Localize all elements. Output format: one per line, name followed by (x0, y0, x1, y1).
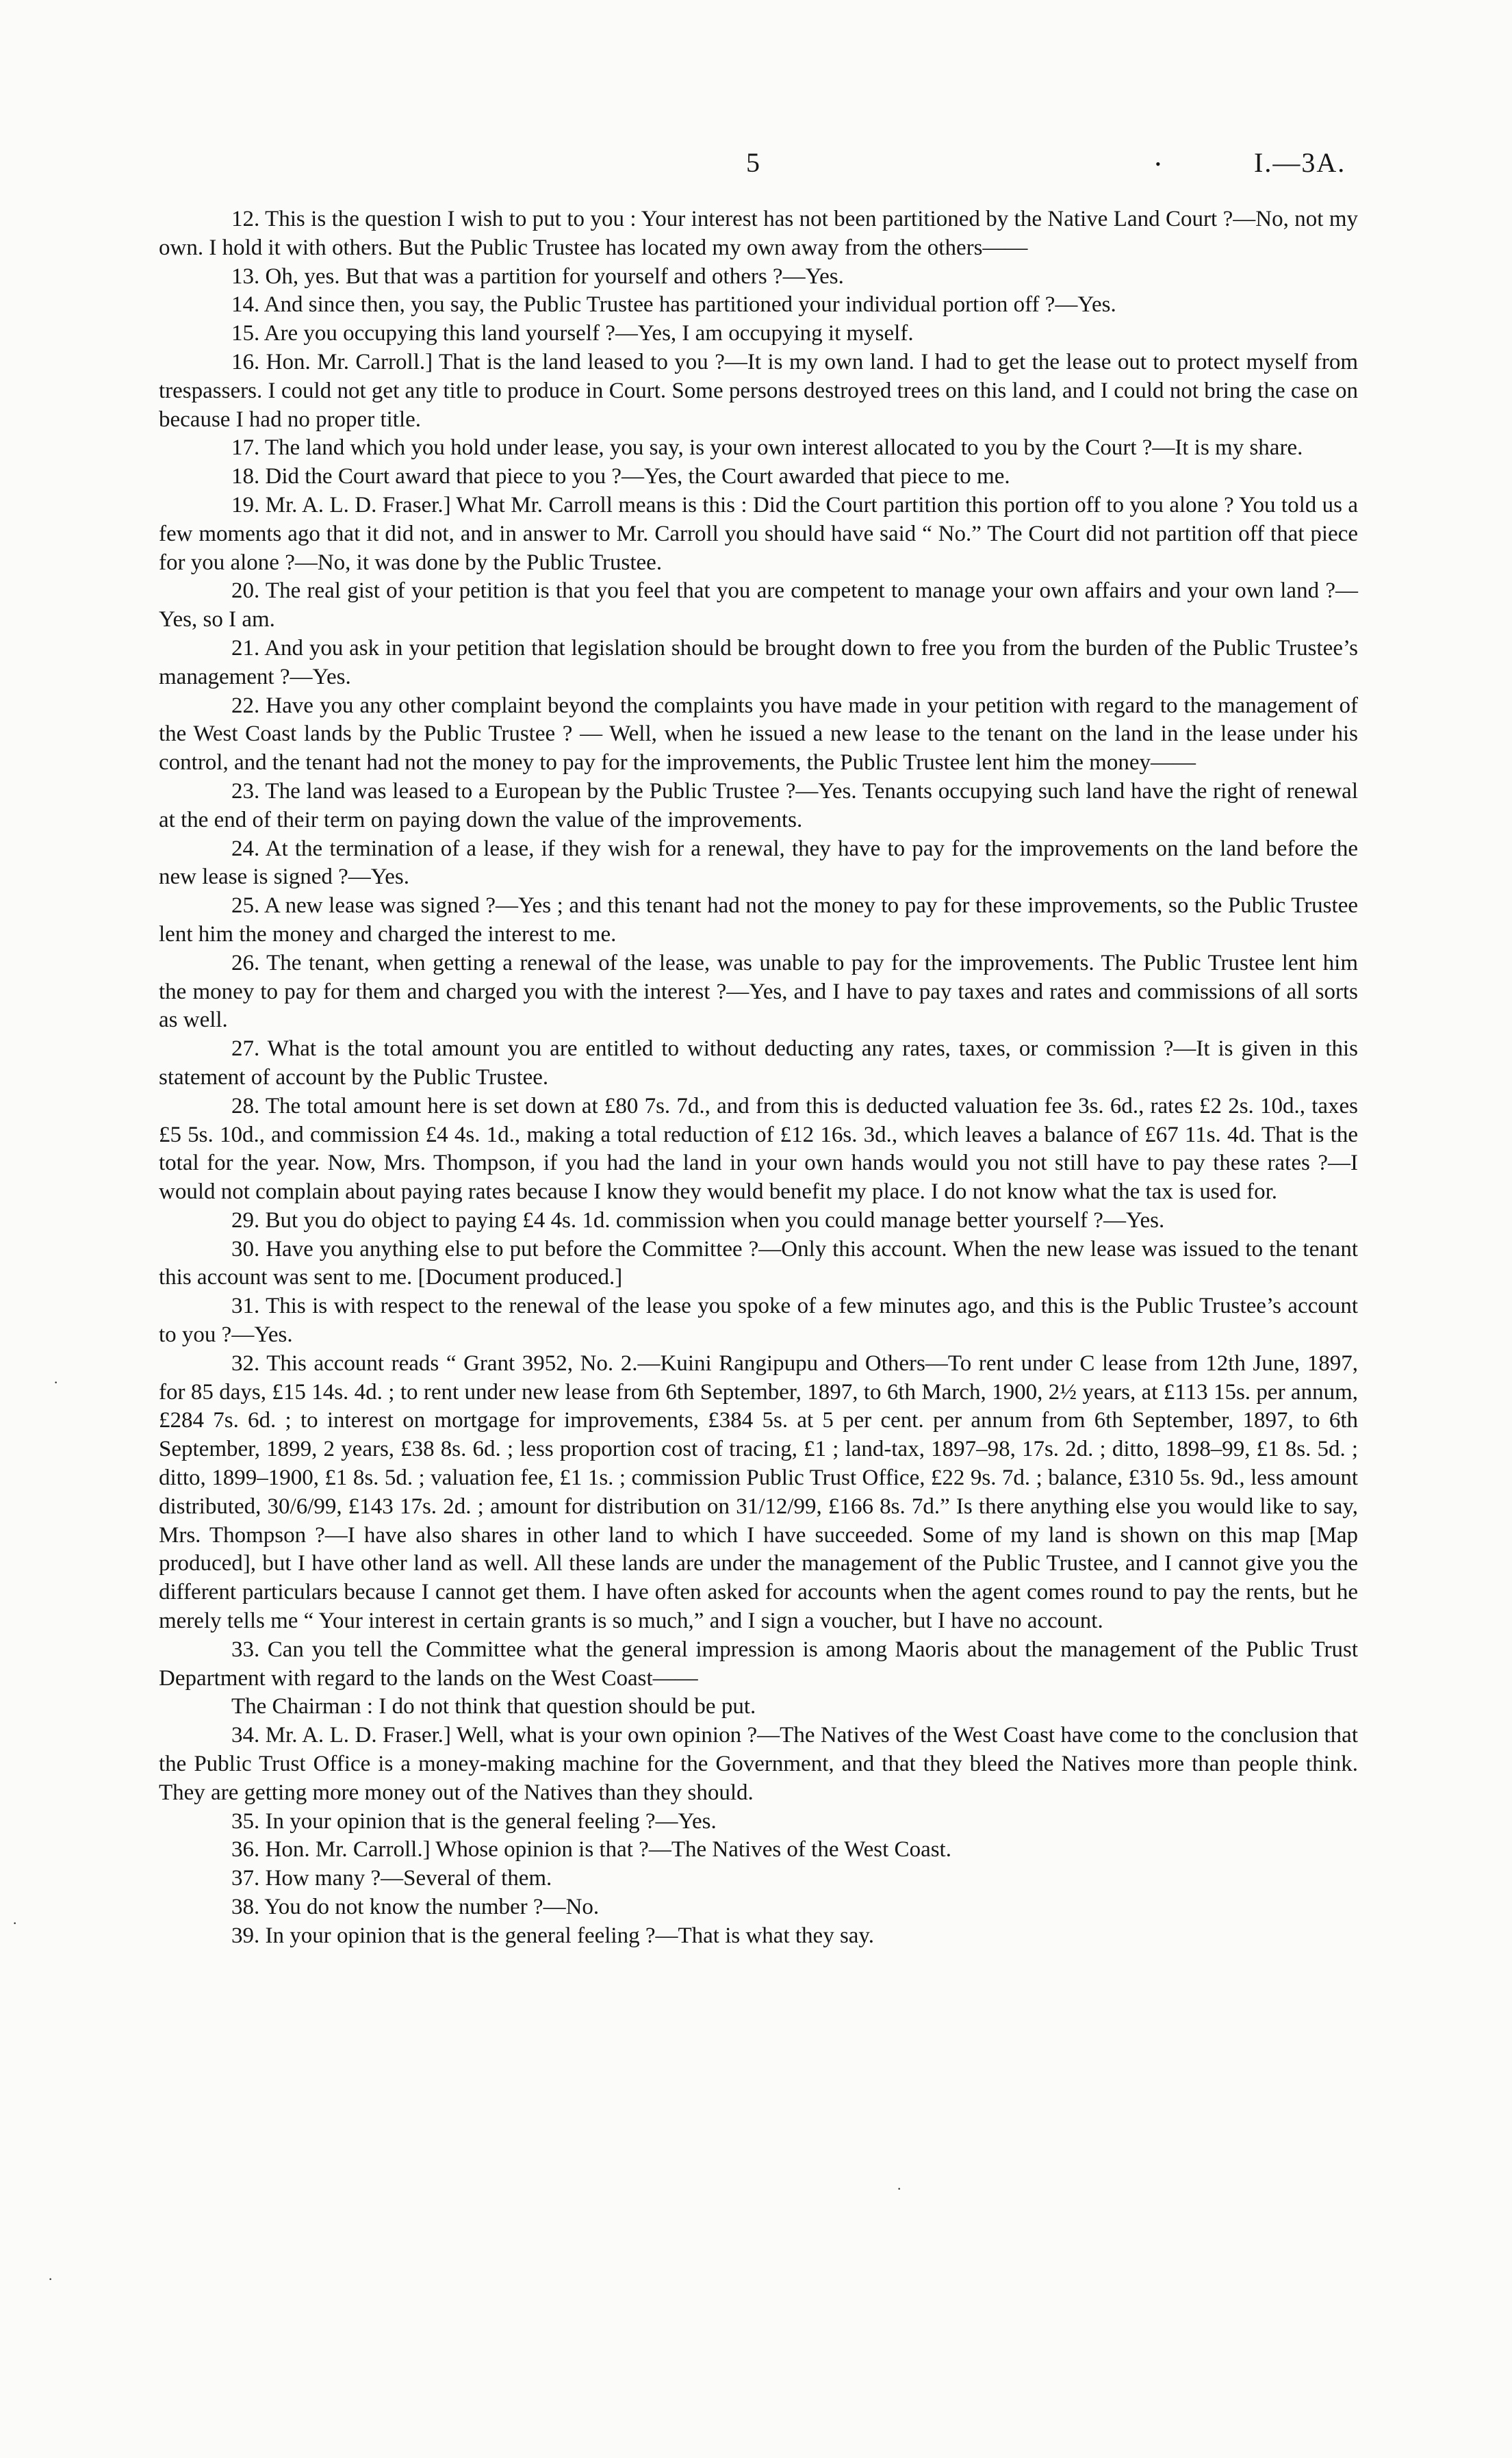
paragraph-37: 37. How many ?—Several of them. (231, 1866, 552, 1891)
paragraph-36: 36. Hon. Mr. Carroll.] Whose opinion is that ?—The Natives of the West Coast. (231, 1837, 951, 1862)
scan-speck: · (12, 1915, 18, 1932)
paragraph-12: 12. This is the question I wish to put to you : Your interest has not been partitioned by the Native Land Court ?—No, not my own. I hold it with others. But the Public Trustee has located my own away from the others—— (159, 207, 1358, 260)
paragraph-35: 35. In your opinion that is the general feeling ?—Yes. (231, 1808, 717, 1834)
paragraph-28: 28. The total amount here is set down at £80 7s. 7d., and from this is deducted valuation fee 3s. 6d., rates £2 2s. 10d., taxes £5 5s. 10d., and commission £4 4s. 1d., making a total reduction of £12 16s. 3d., which leaves a balance of £67 11s. 4d. That is the total for the year. Now, Mrs. Thompson, if you had the land in your own hands would you not still have to pay these rates ?—I would not complain about paying rates because I know they would benefit my place. I do not know what the tax is used for. (159, 1093, 1358, 1205)
paragraph-18: 18. Did the Court award that piece to you ?—Yes, the Court awarded that piece to me. (231, 464, 1010, 489)
paragraph-39: 39. In your opinion that is the general feeling ?—That is what they say. (231, 1923, 875, 1948)
paragraph-34: 34. Mr. A. L. D. Fraser.] Well, what is your own opinion ?—The Natives of the West Coast have come to the conclusion that the Public Trust Office is a money-making machine for the Government, and that they bleed the Natives more than people think. They are getting more money out of the Natives than they should. (159, 1723, 1358, 1805)
paragraph-22: 22. Have you any other complaint beyond the complaints you have made in your petition with regard to the management of the West Coast lands by the Public Trustee ? — Well, when he issued a new lease to the tenant on the land in the lease under his control, and the tenant had not the money to pay for the improvements, the Public Trustee lent him the money—— (159, 693, 1358, 776)
header-dot: • (1155, 155, 1161, 172)
paragraph-38: 38. You do not know the number ?—No. (231, 1895, 600, 1920)
paragraph-30: 30. Have you anything else to put before the Committee ?—Only this account. When the new lease was issued to the tenant this account was sent to me. [Document produced.] (159, 1236, 1358, 1290)
body-text (159, 205, 1358, 1951)
paragraph-29: 29. But you do object to paying £4 4s. 1d. commission when you could manage better yourself ?—Yes. (231, 1207, 1165, 1233)
paragraph-16: 16. Hon. Mr. Carroll.] That is the land leased to you ?—It is my own land. I had to get the lease out to protect myself from trespassers. I could not get any title to produce in Court. Some persons destroyed trees on this land, and I could not bring the case on because I had no proper title. (159, 349, 1358, 432)
paragraph-20: 20. The real gist of your petition is that you feel that you are competent to manage your own affairs and your own land ?—Yes, so I am. (159, 578, 1358, 632)
paragraph-15: 15. Are you occupying this land yourself ?—Yes, I am occupying it myself. (231, 321, 914, 346)
paragraph-33: 33. Can you tell the Committee what the general impression is among Maoris about the management of the Public Trust Department with regard to the lands on the West Coast—— (159, 1637, 1358, 1691)
paragraph-25: 25. A new lease was signed ?—Yes ; and this tenant had not the money to pay for these improvements, so the Public Trustee lent him the money and charged the interest to me. (159, 893, 1358, 947)
chairman-remark: The Chairman : I do not think that question should be put. (231, 1694, 756, 1719)
scan-speck: · (53, 1374, 59, 1391)
paragraph-19: 19. Mr. A. L. D. Fraser.] What Mr. Carroll means is this : Did the Court partition this portion off to you alone ? You told us a few moments ago that it did not, and in answer to Mr. Carroll you should have said “ No.” The Court did not partition off that piece for you alone ?—No, it was done by the Public Trustee. (159, 492, 1358, 575)
paragraph-14: 14. And since then, you say, the Public Trustee has partitioned your individual portion off ?—Yes. (231, 292, 1116, 318)
paragraph-31: 31. This is with respect to the renewal of the lease you spoke of a few minutes ago, and this is the Public Trustee’s account to you ?—Yes. (159, 1294, 1358, 1348)
paragraph-23: 23. The land was leased to a European by the Public Trustee ?—Yes. Tenants occupying such land have the right of renewal at the end of their term on paying down the value of the improvements. (159, 778, 1358, 832)
page-number: 5 (746, 147, 760, 178)
scan-speck: · (897, 2180, 902, 2197)
paragraph-27: 27. What is the total amount you are entitled to without deducting any rates, taxes, or commission ?—It is given in this statement of account by the Public Trustee. (159, 1036, 1358, 1090)
paragraph-32: 32. This account reads “ Grant 3952, No. 2.—Kuini Rangipupu and Others—To rent under C lease from 12th June, 1897, for 85 days, £15 14s. 4d. ; to rent under new lease from 6th September, 1897, to 6th March, 1900, 2½ years, at £113 15s. per annum, £284 7s. 6d. ; to interest on mortgage for improvements, £384 5s. at 5 per cent. per annum from 6th September, 1897, to 6th September, 1899, 2 years, £38 8s. 6d. ; less proportion cost of tracing, £1 ; land-tax, 1897–98, 17s. 2d. ; ditto, 1898–99, £1 8s. 5d. ; ditto, 1899–1900, £1 8s. 5d. ; valuation fee, £1 1s. ; commission Public Trust Office, £22 9s. 7d. ; balance, £310 5s. 9d., less amount distributed, 30/6/99, £143 17s. 2d. ; amount for distribution on 31/12/99, £166 8s. 7d.” Is there anything else you would like to say, Mrs. Thompson ?—I have also shares in other land to which I have succeeded. Some of my land is shown on this map [Map produced], but I have other land as well. All these lands are under the management of the Public Trustee, and I cannot give you the different particulars because I cannot get them. I have often asked for accounts when the agent comes round to pay the rents, but he merely tells me “ Your interest in certain grants is so much,” and I sign a voucher, but I have no account. (159, 1350, 1358, 1634)
scan-speck: · (48, 2270, 53, 2288)
paragraph-26: 26. The tenant, when getting a renewal of the lease, was unable to pay for the improvements. The Public Trustee lent him the money to pay for them and charged you with the interest ?—Yes, and I have to pay taxes and rates and commissions of all sorts as well. (159, 950, 1358, 1033)
paragraph-13: 13. Oh, yes. But that was a partition for yourself and others ?—Yes. (231, 264, 844, 289)
document-reference: I.—3A. (1254, 147, 1346, 178)
paragraph-21: 21. And you ask in your petition that legislation should be brought down to free you from the burden of the Public Trustee’s management ?—Yes. (159, 635, 1358, 689)
page-header (0, 142, 1512, 183)
paragraph-17: 17. The land which you hold under lease, you say, is your own interest allocated to you by the Court ?—It is my share. (231, 435, 1303, 461)
paragraph-24: 24. At the termination of a lease, if they wish for a renewal, they have to pay for the improvements on the land before the new lease is signed ?—Yes. (159, 836, 1358, 890)
